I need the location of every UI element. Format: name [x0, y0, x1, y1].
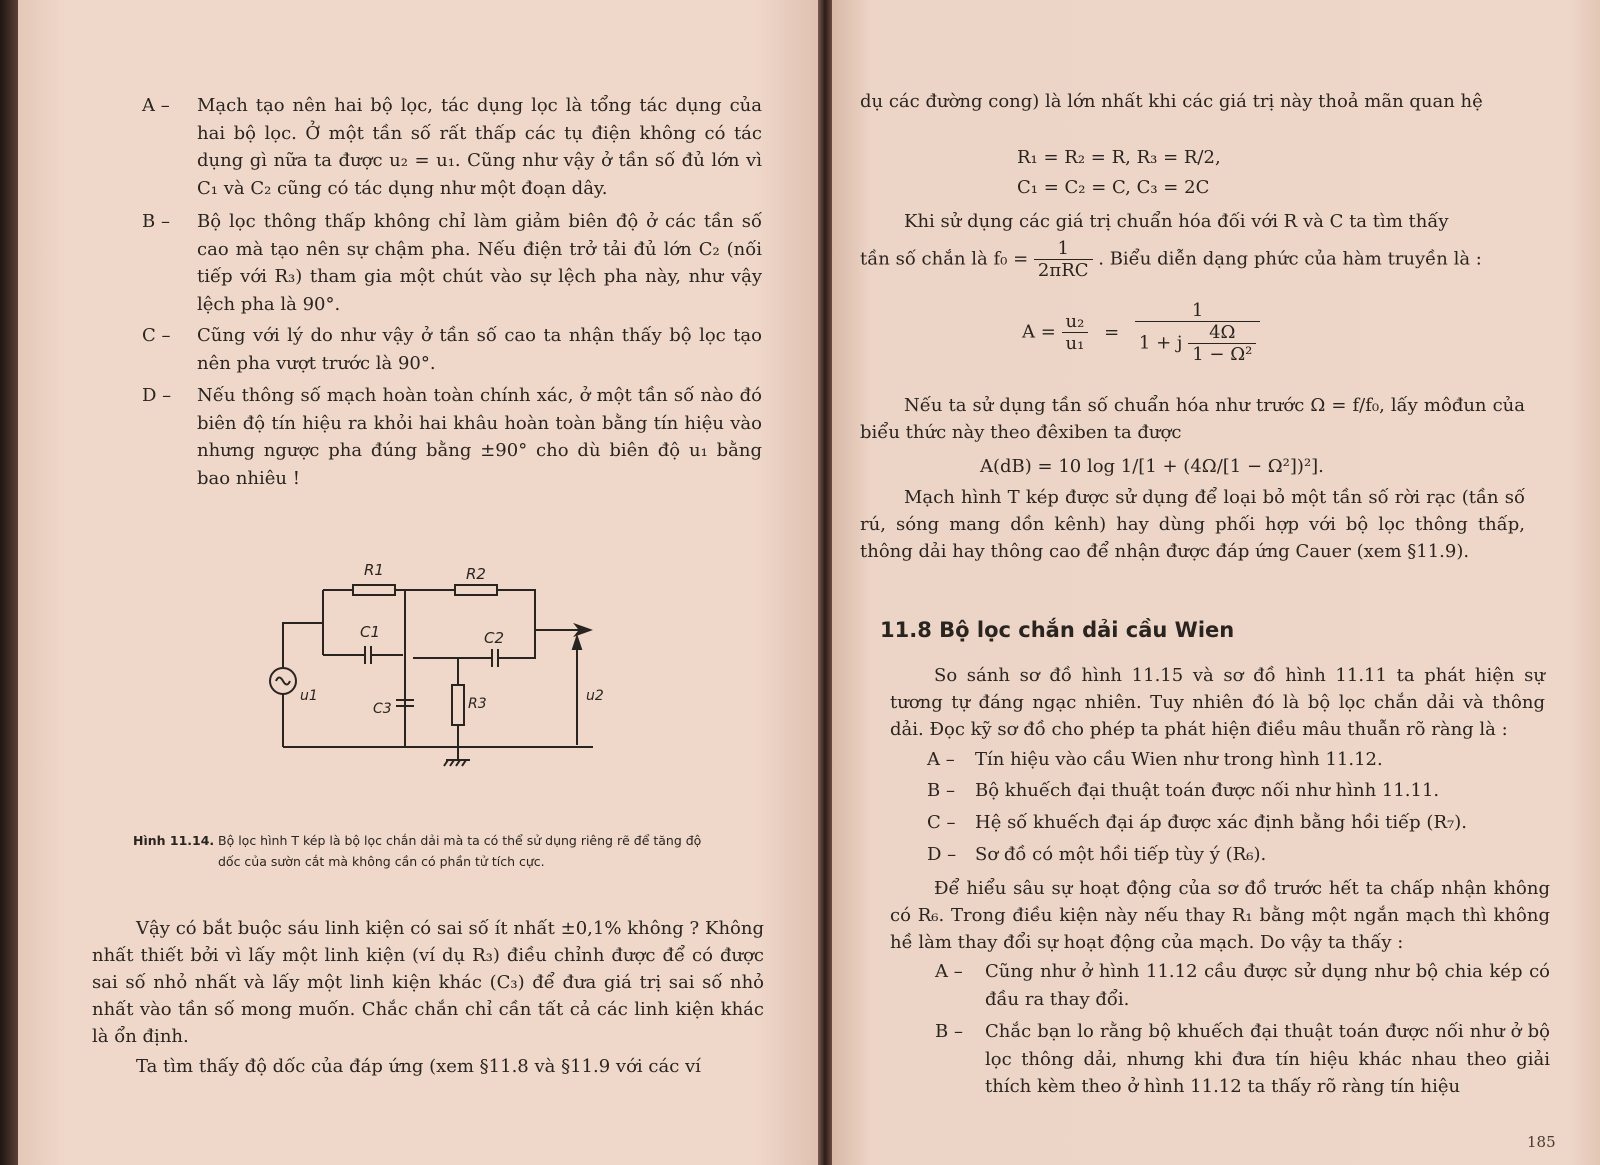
- list-label: A –: [927, 749, 955, 770]
- list-text: Bộ lọc thông thấp không chỉ làm giảm biên độ ở các tần số cao mà tạo nên sự chậm pha. Nếu điện trở tải đủ lớn C₂ (nối tiếp với R₃) tham gia một chút vào sự lệch pha này, như vậy lệch pha là 90°.: [197, 211, 762, 315]
- list-label: D –: [142, 385, 172, 406]
- u2-symbol: u₂: [1062, 311, 1089, 333]
- resistor-r2: [455, 585, 497, 595]
- label-r2: R2: [466, 565, 486, 583]
- list-text: Cũng như ở hình 11.12 cầu được sử dụng như bộ chia kép có đầu ra thay đổi.: [985, 961, 1550, 1010]
- inner-denominator: 1 − Ω²: [1192, 344, 1253, 365]
- list-label: C –: [927, 812, 956, 833]
- label-r1: R1: [364, 561, 384, 579]
- list-label: A –: [142, 95, 170, 116]
- caption-label: Hình 11.14.: [133, 833, 215, 848]
- paragraph-twin-t: Mạch hình T kép được sử dụng để loại bỏ một tần số rời rạc (tần số rú, sóng mang dồn kênh) hay dùng phối hợp với bộ lọc thông thấp, thông dải hay thông cao để nhận được đáp ứng Cauer (xem §11.9).: [860, 487, 1525, 562]
- wire-top-right: [497, 590, 535, 630]
- right-page: [832, 0, 1600, 1165]
- label-c2: C2: [484, 629, 505, 647]
- paragraph-modulus: Nếu ta sử dụng tần số chuẩn hóa như trước Ω = f/f₀, lấy môđun của biểu thức này theo đêxiben ta được: [860, 395, 1525, 443]
- equation-decibel: A(dB) = 10 log 1/[1 + (4Ω/[1 − Ω²])²].: [980, 456, 1324, 477]
- section-heading: 11.8 Bộ lọc chắn dải cầu Wien: [880, 618, 1235, 642]
- a-lhs: A =: [1022, 321, 1056, 343]
- transfer-denominator: [1135, 322, 1260, 365]
- book-spine: [818, 0, 832, 1165]
- paragraph-tolerance: Vậy có bắt buộc sáu linh kiện có sai số ít nhất ±0,1% không ? Không nhất thiết bởi vì lấy một linh kiện (ví dụ R₃) điều chỉnh được để có được sai số nhỏ nhất và lấy một linh kiện khác (C₃) để đưa giá trị sai số nhỏ nhất vào tần số mong muốn. Chắc chắn chỉ cần tất cả các linh kiện khác là ổn định.: [92, 918, 764, 1047]
- ground-icon: [444, 747, 470, 766]
- inner-fraction: [1188, 322, 1256, 365]
- u1-symbol: u₁: [1065, 333, 1085, 354]
- paragraph-understand: Để hiểu sâu sự hoạt động của sơ đồ trước hết ta chấp nhận không có R₆. Trong điều kiện này nếu thay R₁ bằng một ngắn mạch thì không hề làm thay đổi sự hoạt động của mạch. Do vậy ta thấy :: [890, 878, 1550, 953]
- list-label: B –: [142, 211, 170, 232]
- list-label: D –: [927, 844, 957, 865]
- f0-fraction: [1034, 238, 1093, 281]
- list-text: Nếu thông số mạch hoàn toàn chính xác, ở một tần số nào đó biên độ tín hiệu ra khỏi hai khâu hoàn toàn bằng tín hiệu vào nhưng ngược pha đúng bằng ±90° cho dù biên độ u₁ bằng bao nhiêu !: [197, 385, 762, 489]
- caption-text: Bộ lọc hình T kép là bộ lọc chắn dải mà ta có thể sử dụng riêng rẽ để tăng độ dốc của sườn cắt mà không cần có phần tử tích cực.: [218, 833, 702, 869]
- list-text: Tín hiệu vào cầu Wien như trong hình 11.12.: [975, 749, 1383, 770]
- label-c1: C1: [360, 623, 381, 641]
- transfer-numerator: 1: [1135, 300, 1260, 322]
- wire-input: [283, 623, 323, 667]
- label-c3: C3: [373, 701, 392, 717]
- list-text: Chắc bạn lo rằng bộ khuếch đại thuật toán được nối như ở bộ lọc thông dải, nhưng khi đưa tín hiệu khác nhau theo giải thích kèm theo ở hình 11.12 ta thấy rõ ràng tín hiệu: [985, 1021, 1550, 1097]
- list-label: B –: [935, 1021, 963, 1042]
- page-number: 185: [1527, 1133, 1556, 1151]
- list-label: A –: [935, 961, 963, 982]
- equation-f0: [860, 238, 1482, 281]
- f0-tail: . Biểu diễn dạng phức của hàm truyền là :: [1098, 248, 1482, 270]
- list-label: B –: [927, 780, 955, 801]
- left-page: [18, 0, 818, 1165]
- list-text: Sơ đồ có một hồi tiếp tùy ý (R₆).: [975, 844, 1267, 865]
- u-ratio: [1062, 311, 1089, 354]
- paragraph-compare: So sánh sơ đồ hình 11.15 và sơ đồ hình 11.11 ta phát hiện sự tương tự đáng ngạc nhiên. Tuy nhiên đó là bộ lọc chắn dải và thông dải. Đọc kỹ sơ đồ cho phép ta phát hiện điều mâu thuẫn rõ ràng là :: [890, 665, 1545, 740]
- capacitor-c1: [365, 646, 371, 664]
- denominator-lead: 1 + j: [1138, 332, 1183, 354]
- equation-transfer-function: [1022, 300, 1260, 365]
- label-u2: u2: [586, 688, 604, 704]
- paragraph-continuation: dụ các đường cong) là lớn nhất khi các giá trị này thoả mãn quan hệ: [860, 91, 1483, 112]
- f0-lead: tần số chắn là f₀ =: [860, 248, 1029, 270]
- figure-caption: [133, 830, 733, 869]
- list-text: Hệ số khuếch đại áp được xác định bằng hồi tiếp (R₇).: [975, 812, 1467, 833]
- book-left-edge: [0, 0, 18, 1165]
- inner-numerator: 4Ω: [1188, 322, 1256, 344]
- list-label: C –: [142, 325, 171, 346]
- equation-resistors: R₁ = R₂ = R, R₃ = R/2,: [1017, 147, 1221, 168]
- resistor-r3: [452, 685, 464, 725]
- twin-t-circuit-diagram: [268, 555, 628, 790]
- list-text: Cũng với lý do như vậy ở tần số cao ta nhận thấy bộ lọc tạo nên pha vượt trước là 90°.: [197, 325, 762, 374]
- list-text: Bộ khuếch đại thuật toán được nối như hình 11.11.: [975, 780, 1440, 801]
- a-equals: =: [1104, 321, 1120, 343]
- label-u1: u1: [300, 688, 318, 704]
- capacitor-c2: [492, 649, 498, 667]
- paragraph-normalized: Khi sử dụng các giá trị chuẩn hóa đối với R và C ta tìm thấy: [904, 211, 1449, 232]
- paragraph-slope: Ta tìm thấy độ dốc của đáp ứng (xem §11.8 và §11.9 với các ví: [136, 1056, 701, 1077]
- list-text: Mạch tạo nên hai bộ lọc, tác dụng lọc là tổng tác dụng của hai bộ lọc. Ở một tần số rất thấp các tụ điện không có tác dụng gì nữa ta được u₂ = u₁. Cũng như vậy ở tần số đủ lớn vì C₁ và C₂ cũng có tác dụng như một đoạn dây.: [197, 95, 762, 199]
- resistor-r1: [353, 585, 395, 595]
- f0-numerator: 1: [1034, 238, 1093, 260]
- equation-capacitors: C₁ = C₂ = C, C₃ = 2C: [1017, 177, 1210, 198]
- transfer-fraction: [1135, 300, 1260, 365]
- label-r3: R3: [468, 696, 487, 712]
- f0-denominator: 2πRC: [1037, 260, 1089, 281]
